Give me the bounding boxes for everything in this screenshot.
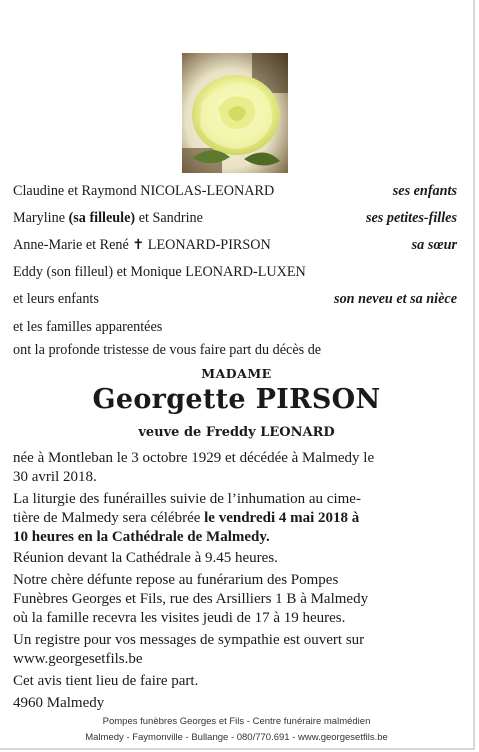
- family-relation: sa sœur: [411, 237, 457, 253]
- service-date: le vendredi 4 mai 2018 à: [204, 510, 360, 526]
- family-row-sister: [13, 235, 457, 255]
- text-line: Réunion devant la Cathédrale à 9.45 heures.: [13, 550, 278, 566]
- family-names: Anne-Marie et René ✝ LEONARD-PIRSON: [13, 237, 271, 253]
- text-line: La liturgie des funérailles suivie de l’inhumation au cime-: [13, 491, 361, 507]
- text-line: 30 avril 2018.: [13, 469, 97, 485]
- family-relation: ses enfants: [392, 183, 457, 199]
- family-relation: ses petites-filles: [365, 210, 457, 226]
- notice-paragraph: [13, 672, 459, 691]
- footer-line-1: Pompes funèbres Georges et Fils - Centre funéraire malmédien: [102, 716, 371, 727]
- birth-death-paragraph: [13, 449, 459, 487]
- rose-photo: [182, 53, 288, 173]
- text-line: [13, 509, 459, 528]
- footer-line-2: Malmedy - Faymonville - Bullange - 080/770.691 - www.georgesetfils.be: [85, 732, 388, 743]
- family-row-children-of-nephew: [13, 289, 457, 309]
- meeting-paragraph: [13, 549, 459, 568]
- text-line: née à Montleban le 3 octobre 1929 et décédée à Malmedy le: [13, 450, 375, 466]
- footer: [0, 714, 473, 746]
- family-row-grandchildren: [13, 208, 457, 228]
- rest-paragraph: [13, 571, 459, 628]
- text-line: Notre chère défunte repose au funérarium des Pompes: [13, 572, 339, 588]
- service-time-place: 10 heures en la Cathédrale de Malmedy.: [13, 529, 270, 545]
- text-line: 4960 Malmedy: [13, 695, 105, 711]
- family-names-part: Maryline: [13, 210, 69, 226]
- text-part: tière de Malmedy sera célébrée: [13, 510, 205, 526]
- rose-icon: [182, 53, 288, 173]
- text-line: Funèbres Georges et Fils, rue des Arsilliers 1 B à Malmedy: [13, 591, 369, 607]
- register-paragraph: [13, 631, 459, 669]
- family-row-nephew: [13, 262, 457, 282]
- goddaughter-note: (sa filleule): [68, 210, 136, 226]
- website-link[interactable]: www.georgesetfils.be: [13, 651, 143, 667]
- text-line: Un registre pour vos messages de sympathie est ouvert sur: [13, 632, 365, 648]
- text-line: Cet avis tient lieu de faire part.: [13, 673, 199, 689]
- family-names: Claudine et Raymond NICOLAS-LEONARD: [13, 183, 275, 199]
- family-names: et leurs enfants: [13, 291, 99, 307]
- families-line: et les familles apparentées: [13, 319, 163, 335]
- family-names: [13, 208, 203, 228]
- text-line: où la famille recevra les visites jeudi de 17 à 19 heures.: [13, 610, 346, 626]
- liturgy-paragraph: [13, 490, 459, 547]
- family-names: Eddy (son filleul) et Monique LEONARD-LUXEN: [13, 264, 306, 280]
- city-paragraph: [13, 694, 459, 713]
- widow-line: veuve de Freddy LEONARD: [138, 425, 335, 440]
- family-names-part: et Sandrine: [135, 210, 203, 226]
- family-relation: son neveu et sa nièce: [334, 291, 457, 307]
- title-madame: MADAME: [201, 366, 272, 381]
- deceased-name: Georgette PIRSON: [92, 384, 381, 415]
- family-row-children: [13, 181, 457, 201]
- announce-line: ont la profonde tristesse de vous faire part du décès de: [13, 342, 322, 358]
